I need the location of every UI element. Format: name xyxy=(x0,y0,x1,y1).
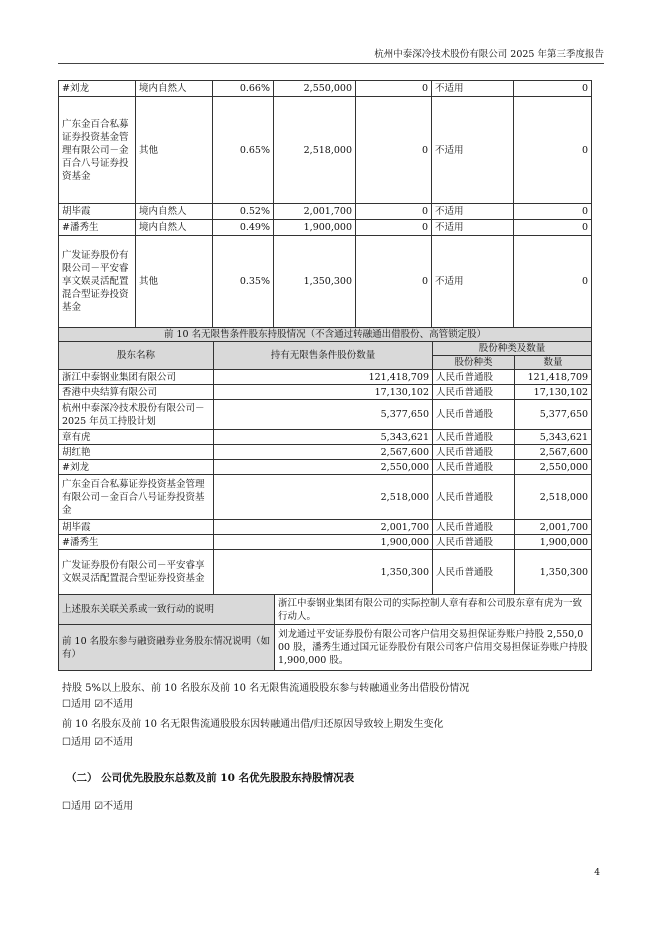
holder-ratio: 0.35% xyxy=(213,236,274,328)
col-header-type-group: 股份种类及数量 xyxy=(433,342,592,356)
table-row xyxy=(59,236,592,328)
holder-name: 章有虎 xyxy=(59,430,214,445)
section-heading-preferred: （二） 公司优先股股东总数及前 10 名优先股股东持股情况表 xyxy=(66,772,355,784)
holder-name: 杭州中泰深冷技术股份有限公司－2025 年员工持股计划 xyxy=(59,400,214,430)
holder-restricted: 0 xyxy=(356,97,432,204)
holder-qty: 17,130,102 xyxy=(214,385,433,400)
page-header xyxy=(58,46,604,64)
holder-pledge: 不适用 xyxy=(432,236,514,328)
holder-qty: 2,001,700 xyxy=(214,520,433,535)
table-row xyxy=(59,385,592,400)
holder-name: 香港中央结算有限公司 xyxy=(59,385,214,400)
share-type: 人民币普通股 xyxy=(433,475,515,520)
table-row xyxy=(59,220,592,236)
share-count: 2,550,000 xyxy=(515,460,592,475)
share-count: 121,418,709 xyxy=(515,370,592,385)
holder-name: #刘龙 xyxy=(59,81,136,97)
holder-shares: 1,900,000 xyxy=(274,220,356,236)
section-preferred-options: ☐适用 ☑不适用 xyxy=(62,801,134,812)
table-row xyxy=(59,535,592,550)
holder-name: 广东金百合私募证券投资基金管理有限公司－金百合八号证券投资基金 xyxy=(59,475,214,520)
share-type: 人民币普通股 xyxy=(433,520,515,535)
holder-ratio: 0.65% xyxy=(213,97,274,204)
table-title-row xyxy=(59,328,592,342)
note-lending-change: 前 10 名股东及前 10 名无限售流通股股东因转融通出借/归还原因导致较上期发生变化 xyxy=(62,719,444,730)
holder-qty: 1,900,000 xyxy=(214,535,433,550)
table-row xyxy=(59,550,592,595)
holder-name: 胡毕霞 xyxy=(59,520,214,535)
holder-name: 广东金百合私募证券投资基金管理有限公司－金百合八号证券投资基金 xyxy=(59,97,136,204)
holder-name: 胡毕霞 xyxy=(59,204,136,220)
table-row xyxy=(59,460,592,475)
holder-name: 浙江中泰钢业集团有限公司 xyxy=(59,370,214,385)
col-header-count: 数量 xyxy=(515,356,592,370)
share-count: 1,350,300 xyxy=(515,550,592,595)
relation-label: 上述股东关联关系或一致行动的说明 xyxy=(59,595,275,625)
note-lending-change-options: ☐适用 ☑不适用 xyxy=(62,737,134,748)
holder-shares: 1,350,300 xyxy=(274,236,356,328)
holder-name: #刘龙 xyxy=(59,460,214,475)
holder-qty: 2,550,000 xyxy=(214,460,433,475)
note-securities-lending-options: ☐适用 ☑不适用 xyxy=(62,699,134,710)
table-row xyxy=(59,445,592,460)
holder-name: 广发证券股份有限公司－平安睿享文娱灵活配置混合型证券投资基金 xyxy=(59,550,214,595)
share-type: 人民币普通股 xyxy=(433,445,515,460)
holder-restricted: 0 xyxy=(356,81,432,97)
holder-ratio: 0.49% xyxy=(213,220,274,236)
table-row xyxy=(59,204,592,220)
table-row xyxy=(59,475,592,520)
col-header-name: 股东名称 xyxy=(59,342,214,370)
share-count: 2,518,000 xyxy=(515,475,592,520)
holder-qty: 5,377,650 xyxy=(214,400,433,430)
holder-shares: 2,518,000 xyxy=(274,97,356,204)
holder-nature: 境内自然人 xyxy=(136,81,213,97)
table-row xyxy=(59,370,592,385)
top-holders-table xyxy=(58,80,592,328)
holder-restricted: 0 xyxy=(356,220,432,236)
holder-qty: 121,418,709 xyxy=(214,370,433,385)
table-row xyxy=(59,400,592,430)
holder-shares: 2,550,000 xyxy=(274,81,356,97)
margin-row xyxy=(59,625,592,671)
holder-pledge-qty: 0 xyxy=(514,81,592,97)
table-row xyxy=(59,520,592,535)
share-count: 5,377,650 xyxy=(515,400,592,430)
holder-restricted: 0 xyxy=(356,236,432,328)
holder-name: #潘秀生 xyxy=(59,535,214,550)
holder-qty: 2,518,000 xyxy=(214,475,433,520)
margin-text: 刘龙通过平安证券股份有限公司客户信用交易担保证券账户持股 2,550,000 股，潘秀生通过国元证券股份有限公司客户信用交易担保证券账户持股 1,900,000 股。 xyxy=(275,625,592,671)
margin-label: 前 10 名股东参与融资融券业务股东情况说明（如有） xyxy=(59,625,275,671)
holder-nature: 其他 xyxy=(136,236,213,328)
share-count: 1,900,000 xyxy=(515,535,592,550)
table-row xyxy=(59,81,592,97)
holder-pledge: 不适用 xyxy=(432,97,514,204)
holder-name: 胡红艳 xyxy=(59,445,214,460)
holder-shares: 2,001,700 xyxy=(274,204,356,220)
holder-pledge-qty: 0 xyxy=(514,236,592,328)
holder-name: 广发证券股份有限公司－平安睿享文娱灵活配置混合型证券投资基金 xyxy=(59,236,136,328)
table-row xyxy=(59,97,592,204)
holder-pledge: 不适用 xyxy=(432,81,514,97)
share-type: 人民币普通股 xyxy=(433,550,515,595)
col-header-type: 股份种类 xyxy=(433,356,515,370)
share-type: 人民币普通股 xyxy=(433,370,515,385)
unrestricted-holders-table xyxy=(58,327,592,671)
holder-qty: 2,567,600 xyxy=(214,445,433,460)
holder-nature: 境内自然人 xyxy=(136,204,213,220)
table-title: 前 10 名无限售条件股东持股情况（不含通过转融通出借股份、高管锁定股） xyxy=(59,328,592,342)
holder-nature: 其他 xyxy=(136,97,213,204)
note-securities-lending: 持股 5%以上股东、前 10 名股东及前 10 名无限售流通股股东参与转融通业务出借股份情况 xyxy=(62,683,470,694)
share-type: 人民币普通股 xyxy=(433,385,515,400)
share-type: 人民币普通股 xyxy=(433,535,515,550)
share-type: 人民币普通股 xyxy=(433,460,515,475)
share-count: 17,130,102 xyxy=(515,385,592,400)
share-type: 人民币普通股 xyxy=(433,430,515,445)
holder-ratio: 0.52% xyxy=(213,204,274,220)
table-header-row xyxy=(59,342,592,356)
holder-pledge: 不适用 xyxy=(432,204,514,220)
share-type: 人民币普通股 xyxy=(433,400,515,430)
table-row xyxy=(59,430,592,445)
holder-qty: 1,350,300 xyxy=(214,550,433,595)
holder-restricted: 0 xyxy=(356,204,432,220)
holder-pledge-qty: 0 xyxy=(514,97,592,204)
holder-pledge: 不适用 xyxy=(432,220,514,236)
page-number: 4 xyxy=(594,868,600,878)
share-count: 5,343,621 xyxy=(515,430,592,445)
relation-row xyxy=(59,595,592,625)
holder-qty: 5,343,621 xyxy=(214,430,433,445)
holder-name: #潘秀生 xyxy=(59,220,136,236)
holder-pledge-qty: 0 xyxy=(514,220,592,236)
header-title: 杭州中泰深冷技术股份有限公司 2025 年第三季度报告 xyxy=(374,49,604,60)
holder-nature: 境内自然人 xyxy=(136,220,213,236)
share-count: 2,567,600 xyxy=(515,445,592,460)
holder-ratio: 0.66% xyxy=(213,81,274,97)
col-header-qty: 持有无限售条件股份数量 xyxy=(214,342,433,370)
holder-pledge-qty: 0 xyxy=(514,204,592,220)
relation-text: 浙江中泰钢业集团有限公司的实际控制人章有春和公司股东章有虎为一致行动人。 xyxy=(275,595,592,625)
share-count: 2,001,700 xyxy=(515,520,592,535)
